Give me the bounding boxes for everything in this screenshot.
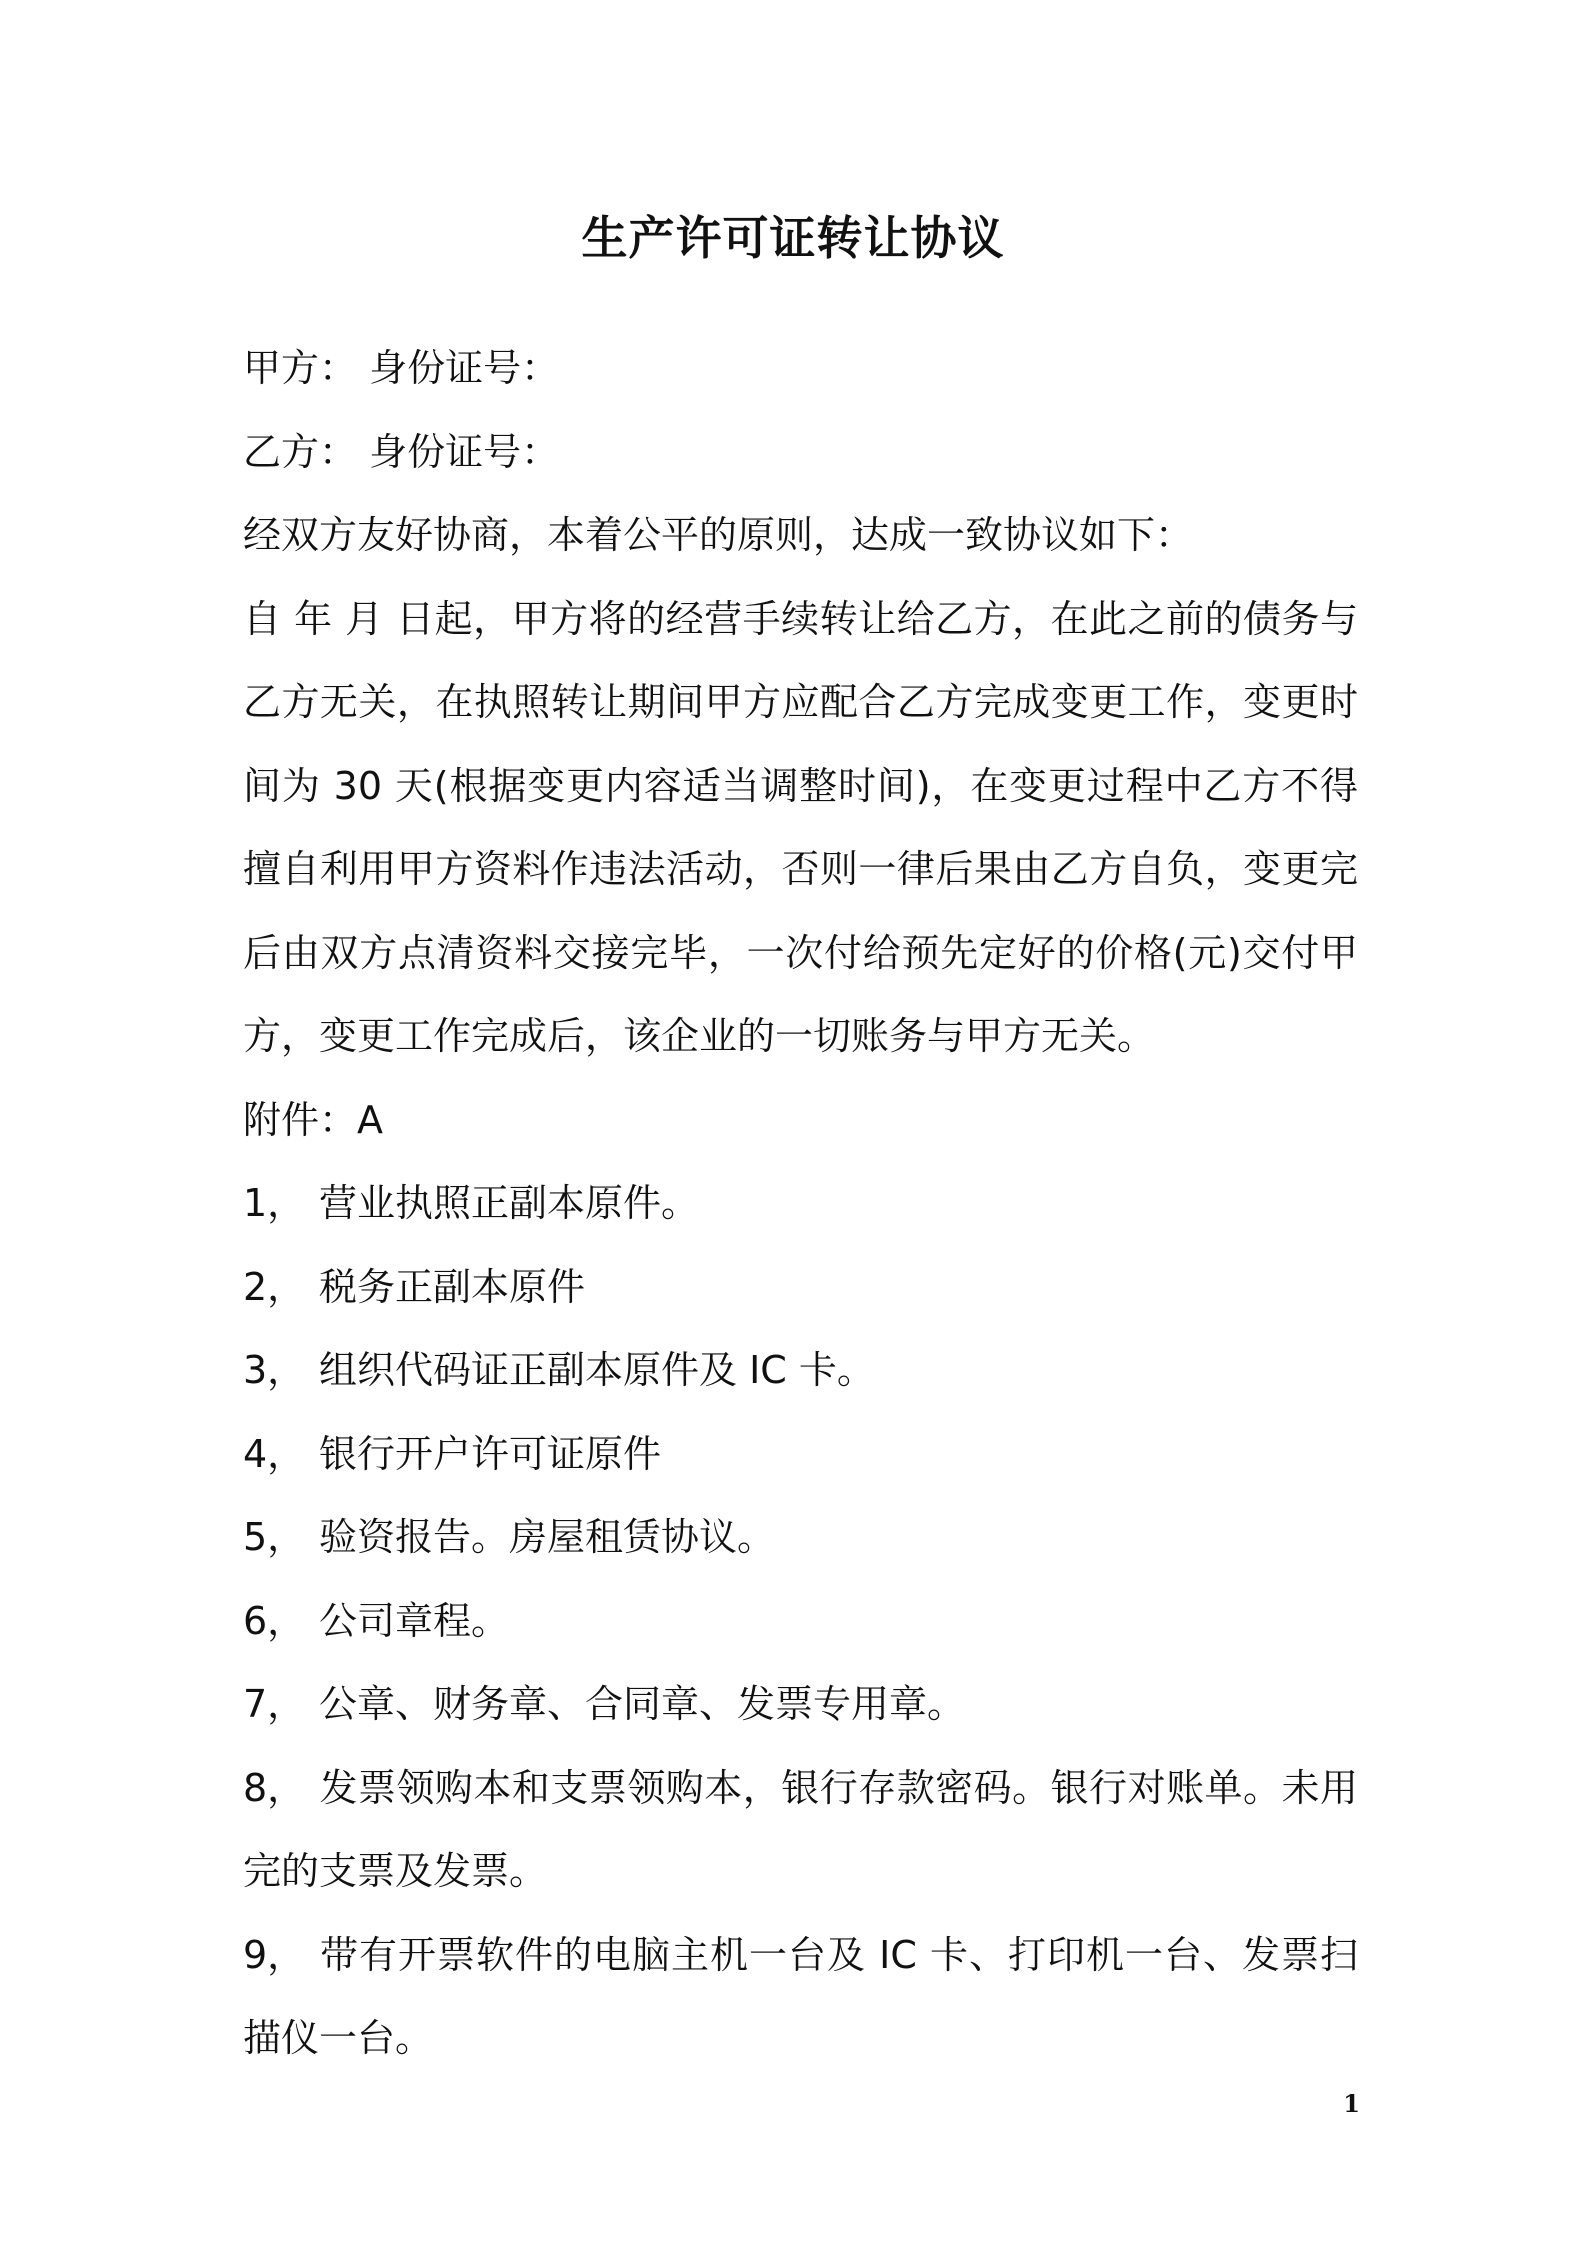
attachment-item	[243, 1413, 1358, 1497]
attachment-number: 4，	[243, 1431, 306, 1476]
attachment-item	[243, 1329, 1358, 1413]
attachment-item	[243, 1663, 1358, 1747]
attachment-number: 6，	[243, 1598, 306, 1643]
attachment-item	[243, 1496, 1358, 1580]
attachment-text: 验资报告。房屋租赁协议。	[319, 1515, 776, 1559]
attachment-text: 带有开票软件的电脑主机一台及 IC 卡、打印机一台、发票扫描仪一台。	[243, 1932, 1358, 2060]
attachment-number: 8，	[243, 1765, 306, 1810]
party-b-line: 乙方： 身份证号：	[243, 429, 560, 474]
attachment-number: 9，	[243, 1932, 306, 1977]
attachment-item	[243, 1747, 1358, 1914]
attachment-text: 公司章程。	[319, 1598, 510, 1643]
attachment-item	[243, 1162, 1358, 1246]
attachment-text: 组织代码证正副本原件及 IC 卡。	[319, 1348, 875, 1392]
attachment-text: 发票领购本和支票领购本，银行存款密码。银行对账单。未用完的支票及发票。	[243, 1765, 1358, 1893]
attachment-text: 银行开户许可证原件	[319, 1431, 662, 1476]
document-body	[243, 327, 1358, 2081]
document-title: 生产许可证转让协议	[581, 211, 1005, 265]
attachment-item	[243, 1580, 1358, 1664]
attachment-text: 公章、财务章、合同章、发票专用章。	[319, 1682, 966, 1726]
page-number: 1	[1343, 2089, 1360, 2118]
attachment-text: 营业执照正副本原件。	[319, 1181, 700, 1225]
attachment-number: 3，	[243, 1348, 306, 1392]
attachment-item	[243, 1246, 1358, 1330]
attachment-number: 2，	[243, 1264, 306, 1309]
intro-line: 经双方友好协商，本着公平的原则，达成一致协议如下：	[243, 513, 1194, 557]
attachment-label: 附件：A	[243, 1097, 383, 1142]
attachment-number: 5，	[243, 1515, 306, 1559]
main-clause-paragraph: 自 年 月 日起，甲方将的经营手续转让给乙方，在此之前的债务与乙方无关，在执照转让期间甲方应配合乙方完成变更工作，变更时间为 30 天(根据变更内容适当调整时间)，在变更过程中乙方不得擅自利用甲方资料作违法活动，否则一律后果由乙方自负，变更完后由双方点清资料交接完毕，一次付给预先定好的价格(元)交付甲方，变更工作完成后，该企业的一切账务与甲方无关。	[243, 596, 1358, 1058]
attachment-text: 税务正副本原件	[319, 1264, 586, 1309]
attachment-item	[243, 1914, 1358, 2081]
party-a-line: 甲方： 身份证号：	[243, 346, 560, 390]
attachment-number: 1，	[243, 1181, 306, 1225]
attachment-number: 7，	[243, 1682, 306, 1726]
